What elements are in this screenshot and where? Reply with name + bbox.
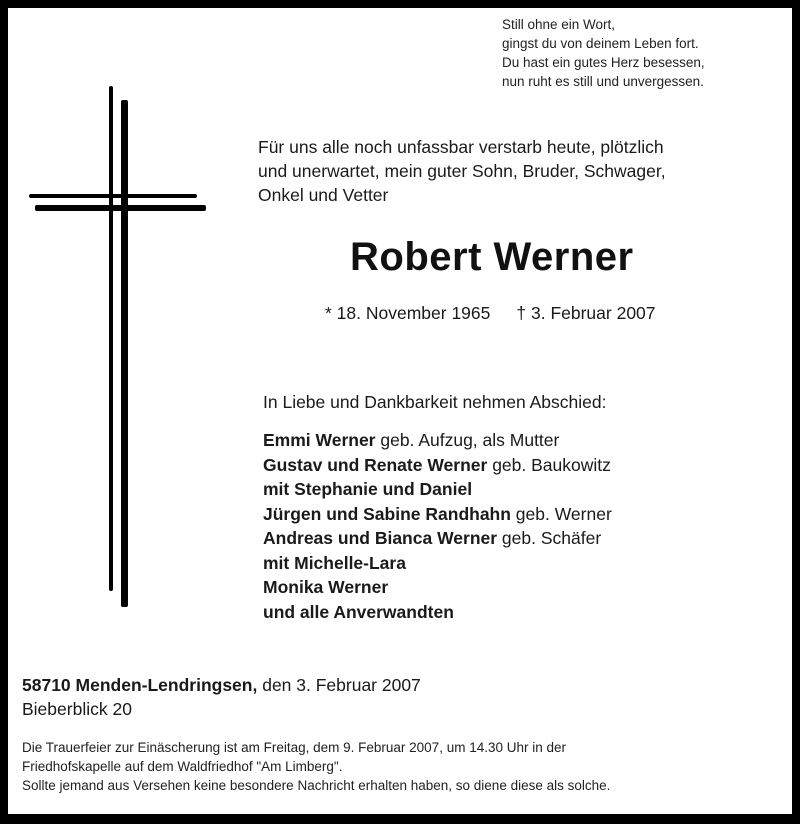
- mourner-note: geb. Aufzug, als Mutter: [375, 430, 560, 450]
- mourner-name: und alle Anverwandten: [263, 601, 454, 622]
- birth-date: * 18. November 1965: [325, 303, 491, 323]
- mourner-note: geb. Schäfer: [497, 528, 602, 548]
- place-line: [22, 673, 421, 697]
- poem-line: Still ohne ein Wort,: [502, 17, 616, 32]
- place-name: 58710 Menden-Lendringsen,: [22, 675, 258, 695]
- mourner-line: [263, 477, 612, 502]
- life-dates: [325, 303, 682, 324]
- deceased-name: Robert Werner: [350, 235, 634, 279]
- poem: [502, 15, 705, 91]
- thanks-line: In Liebe und Dankbarkeit nehmen Abschied:: [263, 392, 607, 412]
- poem-line: nun ruht es still und unvergessen.: [502, 74, 704, 89]
- footer-line: Sollte jemand aus Versehen keine besondere Nachricht erhalten haben, so diene diese als solche.: [22, 778, 611, 793]
- intro-line: Onkel und Vetter: [258, 185, 389, 205]
- place-and-date: [22, 673, 421, 721]
- intro-line: und unerwartet, mein guter Sohn, Bruder, Schwager,: [258, 161, 666, 181]
- street-address: Bieberblick 20: [22, 699, 132, 719]
- intro-text: [258, 135, 666, 207]
- mourner-name: mit Stephanie und Daniel: [263, 479, 473, 499]
- mourner-name: Monika Werner: [263, 577, 389, 597]
- mourner-name: Andreas und Bianca Werner: [263, 528, 498, 548]
- mourner-note: geb. Werner: [510, 503, 612, 524]
- mourner-line: [263, 526, 612, 551]
- poem-line: gingst du von deinem Leben fort.: [502, 36, 699, 51]
- mourner-line: [263, 600, 612, 625]
- mourner-line: [263, 502, 612, 527]
- mourner-name: mit Michelle-Lara: [263, 552, 406, 573]
- mourner-name: Gustav und Renate Werner: [263, 454, 488, 475]
- notice-date: den 3. Februar 2007: [257, 675, 421, 695]
- mourner-name: Emmi Werner: [263, 430, 376, 450]
- poem-line: Du hast ein gutes Herz besessen,: [502, 55, 705, 70]
- death-date: † 3. Februar 2007: [516, 303, 656, 323]
- mourner-line: [263, 453, 612, 478]
- mourner-line: [263, 575, 612, 600]
- mourner-name: Jürgen und Sabine Randhahn: [263, 503, 511, 524]
- mourner-line: [263, 551, 612, 576]
- mourner-line: [263, 428, 612, 453]
- funeral-info: [22, 738, 610, 795]
- intro-line: Für uns alle noch unfassbar verstarb heute, plötzlich: [258, 137, 664, 157]
- mourner-note: geb. Baukowitz: [487, 454, 611, 475]
- footer-line: Die Trauerfeier zur Einäscherung ist am Freitag, dem 9. Februar 2007, um 14.30 Uhr in der: [22, 740, 567, 755]
- mourners-list: [263, 428, 612, 624]
- footer-line: Friedhofskapelle auf dem Waldfriedhof "Am Limberg".: [22, 759, 343, 774]
